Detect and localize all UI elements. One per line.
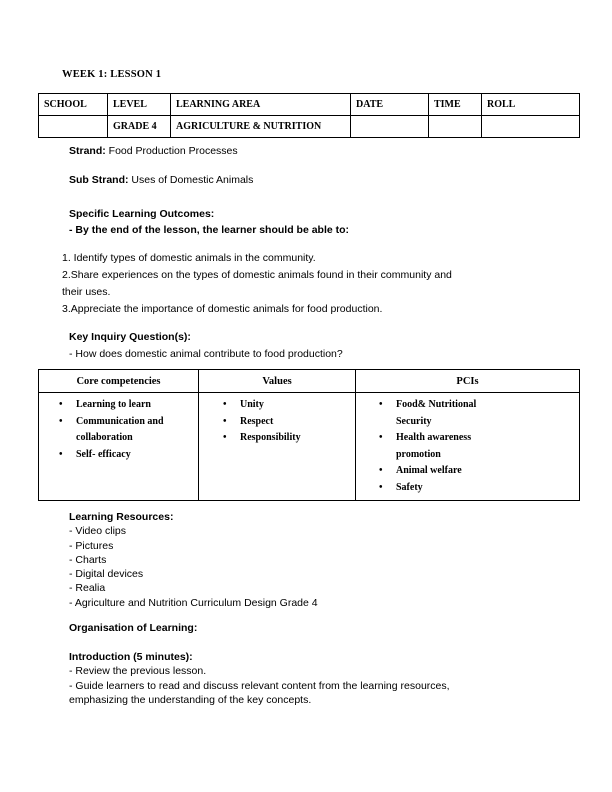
date-cell bbox=[351, 116, 429, 138]
bullet-text: Security bbox=[396, 415, 432, 427]
bullet-text: • Unity bbox=[240, 399, 264, 410]
resource-item: - Charts bbox=[69, 553, 107, 566]
lesson-info-table bbox=[38, 93, 580, 138]
bullet-text: • Health awareness bbox=[396, 432, 472, 443]
strand-line bbox=[69, 145, 238, 157]
values-cell bbox=[199, 393, 356, 501]
sub-strand-value: Uses of Domestic Animals bbox=[128, 174, 254, 186]
roll-cell bbox=[482, 116, 580, 138]
outcomes-title: Specific Learning Outcomes: bbox=[69, 208, 215, 220]
resource-item: - Realia bbox=[69, 582, 106, 595]
outcomes-subtitle: - By the end of the lesson, the learner should be able to: bbox=[69, 224, 350, 236]
competency-table bbox=[38, 369, 580, 501]
sub-strand-line bbox=[69, 174, 253, 186]
school-cell bbox=[39, 116, 108, 138]
bullet-text: • Safety bbox=[396, 481, 423, 493]
resource-item: - Agriculture and Nutrition Curriculum Design Grade 4 bbox=[69, 596, 318, 609]
core-competencies-cell bbox=[39, 393, 199, 501]
level-header: LEVEL bbox=[108, 94, 171, 116]
info-table-value-row bbox=[39, 116, 580, 138]
values-header: Values bbox=[199, 370, 356, 393]
bullet-item bbox=[223, 430, 349, 447]
bullet-item bbox=[223, 414, 349, 431]
bullet-text: • Animal welfare bbox=[396, 465, 462, 476]
learning-area-cell: AGRICULTURE & NUTRITION bbox=[171, 116, 351, 138]
outcome-line: 3.Appreciate the importance of domestic animals for food production. bbox=[62, 302, 383, 315]
bullet-text: • Self- efficacy bbox=[76, 448, 131, 460]
bullet-item bbox=[59, 397, 192, 414]
bullet-item bbox=[379, 430, 573, 463]
bullet-text: promotion bbox=[396, 448, 441, 460]
bullet-item bbox=[59, 447, 192, 464]
bullet-item bbox=[223, 397, 349, 414]
time-header: TIME bbox=[429, 94, 482, 116]
outcome-line: 2.Share experiences on the types of domestic animals found in their community and bbox=[62, 268, 452, 281]
bullet-item bbox=[379, 480, 573, 497]
resource-item: - Video clips bbox=[69, 525, 127, 538]
introduction-section bbox=[69, 650, 450, 708]
resource-item: - Pictures bbox=[69, 539, 114, 552]
bullet-text: • Learning to learn bbox=[76, 399, 151, 410]
pcis-header: PCIs bbox=[356, 370, 580, 393]
competency-body-row bbox=[39, 393, 580, 501]
learning-area-header: LEARNING AREA bbox=[171, 94, 351, 116]
date-header: DATE bbox=[351, 94, 429, 116]
outcomes-heading bbox=[69, 206, 349, 238]
bullet-text: • Respect bbox=[240, 415, 274, 427]
introduction-line: - Guide learners to read and discuss relevant content from the learning resources, bbox=[69, 679, 450, 692]
bullet-item bbox=[379, 397, 573, 430]
organisation-title: Organisation of Learning: bbox=[69, 622, 198, 634]
level-cell: GRADE 4 bbox=[108, 116, 171, 138]
bullet-text: • Communication and bbox=[76, 415, 164, 427]
introduction-line: emphasizing the understanding of the key concepts. bbox=[69, 694, 312, 707]
resource-item: - Digital devices bbox=[69, 568, 144, 581]
school-header: SCHOOL bbox=[39, 94, 108, 116]
pcis-cell bbox=[356, 393, 580, 501]
key-inquiry-section bbox=[69, 329, 343, 362]
bullet-item bbox=[59, 414, 192, 447]
introduction-line: - Review the previous lesson. bbox=[69, 665, 207, 678]
sub-strand-label: Sub Strand: bbox=[69, 174, 129, 186]
key-inquiry-question: - How does domestic animal contribute to food production? bbox=[69, 347, 343, 360]
roll-header: ROLL bbox=[482, 94, 580, 116]
outcome-line: 1. Identify types of domestic animals in the community. bbox=[62, 252, 316, 264]
bullet-text: • Responsibility bbox=[240, 432, 301, 443]
strand-value: Food Production Processes bbox=[105, 145, 238, 157]
introduction-title: Introduction (5 minutes): bbox=[69, 651, 193, 663]
competency-header-row bbox=[39, 370, 580, 393]
learning-resources-section bbox=[69, 510, 318, 610]
bullet-item bbox=[379, 463, 573, 480]
resources-title: Learning Resources: bbox=[69, 511, 174, 523]
strand-label: Strand: bbox=[69, 145, 106, 157]
outcomes-list bbox=[62, 250, 452, 318]
key-inquiry-title: Key Inquiry Question(s): bbox=[69, 331, 191, 343]
time-cell bbox=[429, 116, 482, 138]
week-lesson-heading: WEEK 1: LESSON 1 bbox=[62, 69, 162, 80]
info-table-header-row bbox=[39, 94, 580, 116]
bullet-text: collaboration bbox=[76, 432, 133, 443]
outcome-line: their uses. bbox=[62, 285, 111, 298]
bullet-text: • Food& Nutritional bbox=[396, 399, 477, 410]
core-competencies-header: Core competencies bbox=[39, 370, 199, 393]
